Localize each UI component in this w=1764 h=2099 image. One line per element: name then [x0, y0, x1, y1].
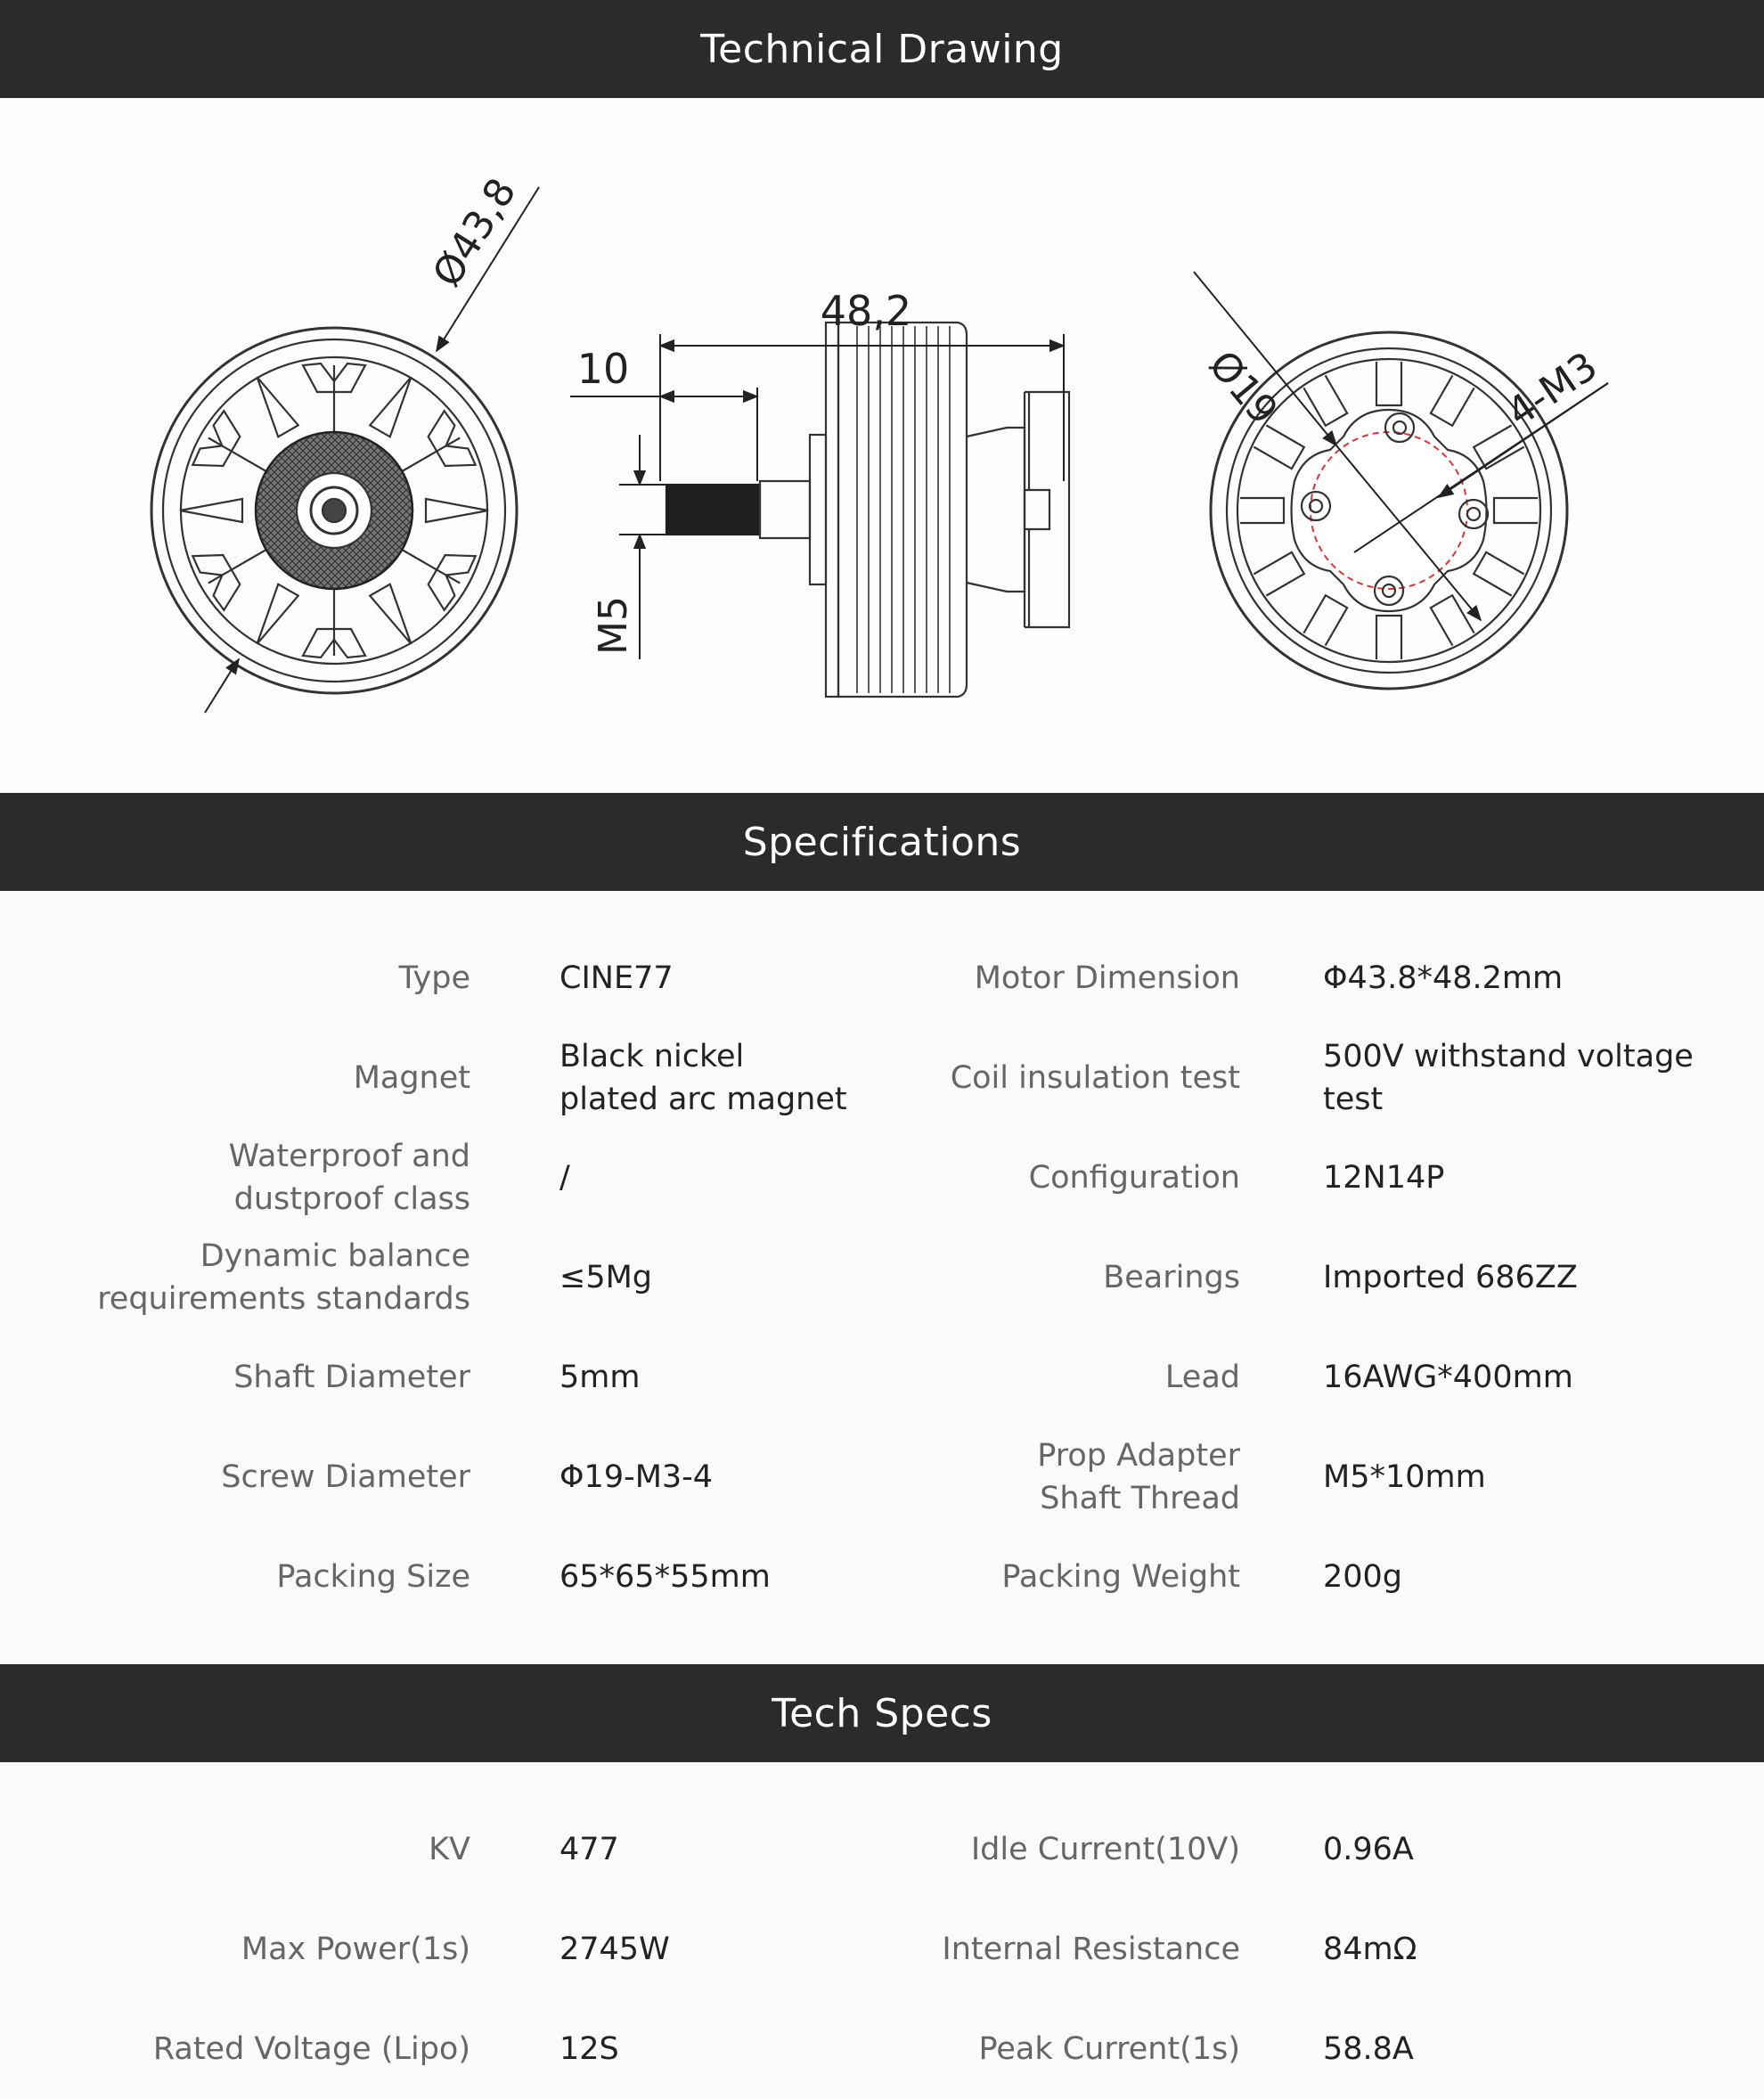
spec-row [0, 1228, 1764, 1327]
spec-label: KV [429, 1832, 470, 1867]
spec-row [0, 1128, 1764, 1228]
spec-value: 477 [559, 1832, 619, 1867]
specifications-title: Specifications [742, 819, 1022, 865]
spec-value: M5*10mm [1323, 1459, 1486, 1495]
spec-value: / [559, 1160, 570, 1196]
bell-ribs [857, 326, 950, 693]
tech-specs-title: Tech Specs [772, 1690, 992, 1736]
spec-row [0, 928, 1764, 1028]
spec-value: 200g [1323, 1559, 1403, 1595]
spec-row [0, 1899, 1764, 1999]
spec-label: Motor Dimension [974, 960, 1240, 996]
spec-value: 16AWG*400mm [1323, 1360, 1573, 1395]
shaft-thread-label: M5 [591, 596, 636, 655]
spec-label: Screw Diameter [221, 1459, 470, 1495]
spec-label: Waterproof and dustproof class [228, 1139, 470, 1217]
spec-value: 12S [559, 2031, 619, 2067]
spec-label: Max Power(1s) [241, 1932, 470, 1967]
spec-label: Idle Current(10V) [970, 1832, 1240, 1867]
spec-label: Peak Current(1s) [978, 2031, 1240, 2067]
spec-value: 5mm [559, 1360, 641, 1395]
spec-row [0, 1028, 1764, 1128]
mount-screws-label: 4-M3 [1499, 343, 1606, 437]
shaft-length-label: 10 [576, 345, 630, 393]
length-dimension-label: 48,2 [820, 287, 912, 335]
spec-label: Configuration [1028, 1160, 1240, 1196]
technical-drawing [0, 98, 1764, 793]
spec-value: Black nickel plated arc magnet [559, 1039, 847, 1117]
side-view-dimensions [570, 334, 1064, 659]
spec-value: 500V withstand voltage test [1323, 1039, 1694, 1117]
spec-value: 12N14P [1323, 1160, 1445, 1196]
spec-value: 84mΩ [1323, 1932, 1417, 1967]
spec-label: Type [398, 960, 470, 996]
mount-diameter-label: Ø19 [1199, 342, 1286, 434]
motor-drawing-svg [0, 98, 1764, 793]
technical-drawing-header [0, 0, 1764, 98]
spec-row [0, 1800, 1764, 1899]
specifications-header [0, 793, 1764, 891]
spec-value: 0.96A [1323, 1832, 1414, 1867]
spec-row [0, 1527, 1764, 1627]
spec-row [0, 1327, 1764, 1427]
spec-value: 58.8A [1323, 2031, 1414, 2067]
spec-value: CINE77 [559, 960, 674, 996]
spec-label: Magnet [353, 1060, 470, 1096]
spec-value: 2745W [559, 1932, 670, 1967]
spec-value: Imported 686ZZ [1323, 1260, 1578, 1295]
spec-label: Dynamic balance requirements standards [97, 1238, 470, 1317]
spec-row [0, 1999, 1764, 2099]
technical-drawing-title: Technical Drawing [700, 26, 1064, 72]
spec-label: Internal Resistance [942, 1932, 1240, 1967]
spec-label: Lead [1164, 1360, 1240, 1395]
spec-label: Rated Voltage (Lipo) [152, 2031, 470, 2067]
spec-value: Φ19-M3-4 [559, 1459, 714, 1495]
spec-label: Prop Adapter Shaft Thread [1037, 1438, 1240, 1516]
spec-value: ≤5Mg [559, 1260, 653, 1295]
outer-diameter-label: Ø43,8 [424, 170, 526, 295]
spec-label: Bearings [1103, 1260, 1240, 1295]
front-view [151, 328, 517, 693]
tech-specs-header [0, 1664, 1764, 1762]
specifications-table [0, 891, 1764, 1664]
tech-specs-table [0, 1762, 1764, 2092]
side-view [666, 323, 1069, 697]
spec-value: Φ43.8*48.2mm [1323, 960, 1564, 996]
spec-label: Shaft Diameter [233, 1360, 470, 1395]
spec-row [0, 1427, 1764, 1527]
spec-label: Packing Weight [1001, 1559, 1240, 1595]
spec-label: Packing Size [276, 1559, 470, 1595]
spec-value: 65*65*55mm [559, 1559, 771, 1595]
spec-label: Coil insulation test [950, 1060, 1240, 1096]
